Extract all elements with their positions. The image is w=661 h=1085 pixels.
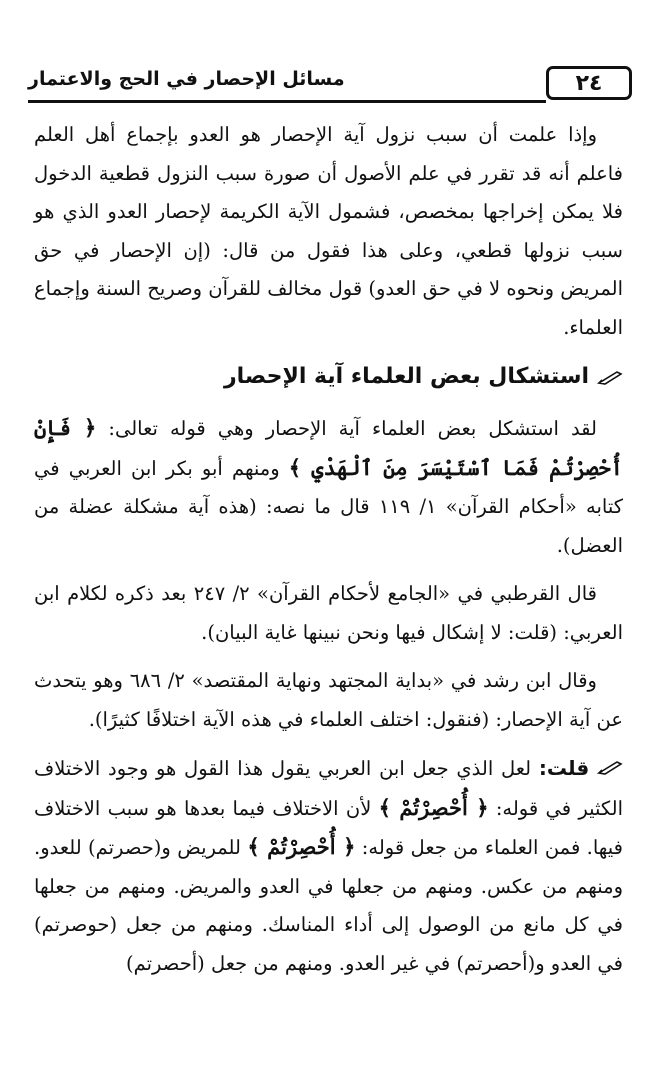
paragraph-5-part3: للمريض و(حصرتم) للعدو. ومنهم من عكس. ومنهم من جعلها في العدو والمريض. ومنهم من جعلها في كل مانع من الوصول إلى أداء المناسك. ومنهم من جعل (حوصرتم) في العدو و(أحصرتم) في غير العدو. ومنهم من جعل (أحصرتم) <box>34 836 623 975</box>
section-heading <box>34 357 623 397</box>
header-rule <box>28 100 546 103</box>
paragraph-4-text: وقال ابن رشد في «بداية المجتهد ونهاية المقتصد» ٢/ ٦٨٦ وهو يتحدث عن آية الإحصار: (فنقول: اختلف العلماء في هذه الآية اختلافًا كثيرًا). <box>34 669 623 731</box>
paragraph-3-text: قال القرطبي في «الجامع لأحكام القرآن» ٢/ ٢٤٧ بعد ذكره لكلام ابن العربي: (قلت: لا إشكال فيها ونحن نبينها غاية البيان). <box>34 582 623 644</box>
page-number: ٢٤ <box>546 66 632 100</box>
paragraph-4 <box>34 662 623 739</box>
paragraph-5 <box>34 749 623 983</box>
paragraph-intro <box>34 116 623 347</box>
page-header <box>28 64 634 108</box>
paragraph-5-part2: لأن الاختلاف فيما بعدها هو سبب الاختلاف فيها. فمن العلماء من جعل قوله: <box>34 796 624 859</box>
paragraph-intro-text: وإذا علمت أن سبب نزول آية الإحصار هو العدو بإجماع أهل العلم فاعلم أنه قد تقرر في علم الأصول أن صورة سبب النزول قطعية الدخول فلا يمكن إخراجها بمخصص، فشمول الآية الكريمة لإحصار العدو الذي هو سبب نزولها قطعي، وعلى هذا فقول من قال: (إن الإحصار في حق المريض ونحوه لا في حق العدو) قول مخالف للقرآن وصريح السنة وإجماع العلماء. <box>34 123 623 339</box>
quran-verse: ﴿ فَإِنْ أُحْصِرْتُمْ فَمَا ٱسْتَيْسَرَ مِنَ ٱلْهَدْيِ ﴾ <box>34 415 623 480</box>
pen-icon <box>597 759 623 775</box>
paragraph-2-after: ومنهم أبو بكر ابن العربي في كتابه «أحكام القرآن» ١/ ١١٩ قال ما نصه: (هذه آية مشكلة عضلة من العضل). <box>34 456 623 557</box>
paragraph-3 <box>34 575 623 652</box>
section-heading-text: استشكال بعض العلماء آية الإحصار <box>224 364 589 389</box>
paragraph-2-before: لقد استشكل بعض العلماء آية الإحصار وهي قوله تعالى: <box>96 417 597 440</box>
running-title: مسائل الإحصار في الحج والاعتمار <box>28 68 345 90</box>
qult-label: قلت: <box>538 756 590 780</box>
page-body <box>34 116 623 983</box>
pen-icon <box>597 369 623 385</box>
paragraph-5-part1: لعل الذي جعل ابن العربي يقول هذا القول هو وجود الاختلاف الكثير في قوله: <box>34 757 624 820</box>
paragraph-2 <box>34 409 623 565</box>
quran-verse: ﴿ أُحْصِرْتُمْ ﴾ <box>378 794 489 820</box>
quran-verse: ﴿ أُحْصِرْتُمْ ﴾ <box>247 834 356 859</box>
